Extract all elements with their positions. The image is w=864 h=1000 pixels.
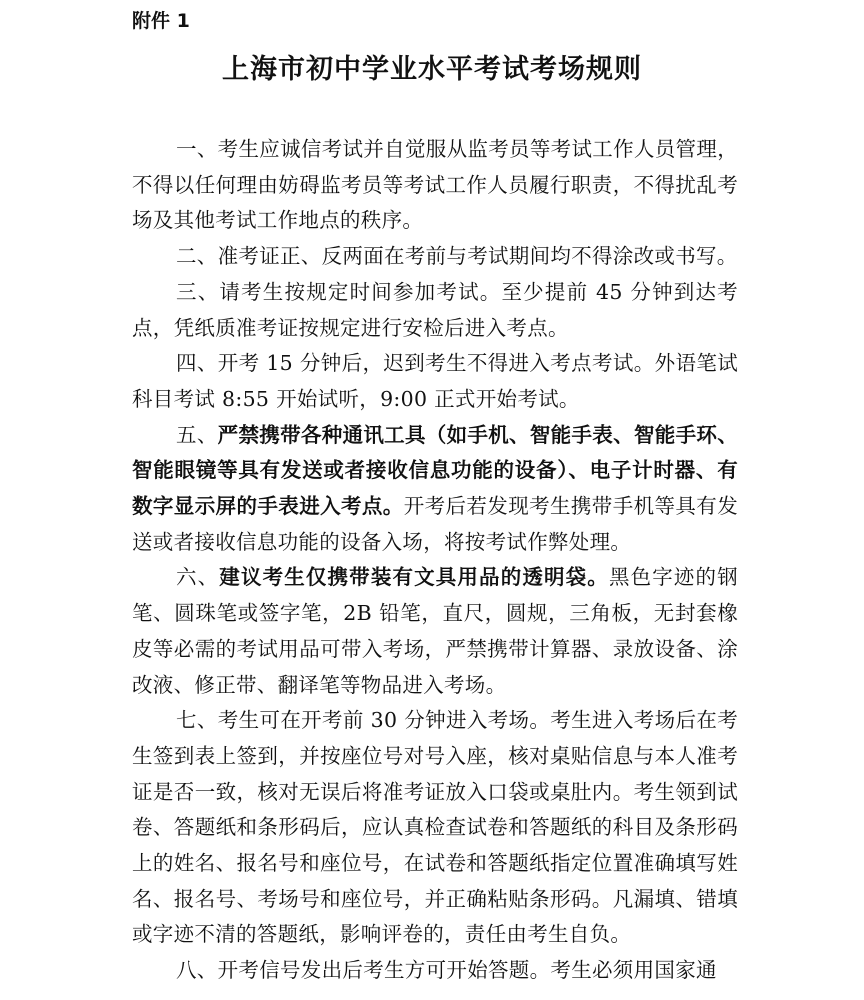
rule-paragraph-4: 四、开考 15 分钟后，迟到考生不得进入考点考试。外语笔试科目考试 8:55 开始试听，9:00 正式开始考试。 [132, 351, 738, 411]
rule-6-bold-text: 建议考生仅携带装有文具用品的透明袋。 [219, 565, 609, 590]
rule-paragraph-5 [132, 418, 738, 561]
rule-paragraph-6 [132, 560, 738, 703]
rule-5-bold-text: 严禁携带各种通讯工具（如手机、智能手表、智能手环、智能眼镜等具有发送或者接收信息功能的设备）、电子计时器、有数字显示屏的手表进入考点。 [132, 422, 738, 519]
rules-body [132, 132, 738, 989]
rule-paragraph-2: 二、准考证正、反两面在考前与考试期间均不得涂改或书写。 [176, 244, 738, 269]
attachment-label: 附件 1 [132, 10, 190, 32]
rule-paragraph-3: 三、请考生按规定时间参加考试。至少提前 45 分钟到达考点，凭纸质准考证按规定进行安检后进入考点。 [132, 279, 738, 340]
rule-5-text: 开考后若发现考生携带手机等具有发送或者接收信息功能的设备入场，将按考试作弊处理。 [132, 494, 738, 554]
rule-paragraph-8: 八、开考信号发出后考生方可开始答题。考生必须用国家通 [176, 958, 717, 983]
rule-6-text: 黑色字迹的钢笔、圆珠笔或签字笔，2B 铅笔，直尺，圆规，三角板，无封套橡皮等必需的考试用品可带入考场，严禁携带计算器、录放设备、涂改液、修正带、翻译笔等物品进入考场。 [132, 565, 738, 697]
rule-paragraph-7: 七、考生可在开考前 30 分钟进入考场。考生进入考场后在考生签到表上签到，并按座位号对号入座，核对桌贴信息与本人准考证是否一致，核对无误后将准考证放入口袋或桌肚内。考生领到试卷、答题纸和条形码后，应认真检查试卷和答题纸的科目及条形码上的姓名、报名号和座位号，在试卷和答题纸指定位置准确填写姓名、报名号、考场号和座位号，并正确粘贴条形码。凡漏填、错填或字迹不清的答题纸，影响评卷的，责任由考生自负。 [132, 708, 738, 947]
rule-paragraph-1: 一、考生应诚信考试并自觉服从监考员等考试工作人员管理，不得以任何理由妨碍监考员等考试工作人员履行职责，不得扰乱考场及其他考试工作地点的秩序。 [132, 137, 738, 233]
document-title: 上海市初中学业水平考试考场规则 [222, 54, 642, 85]
rule-5-number: 五、 [176, 422, 218, 447]
rule-6-number: 六、 [176, 565, 220, 590]
